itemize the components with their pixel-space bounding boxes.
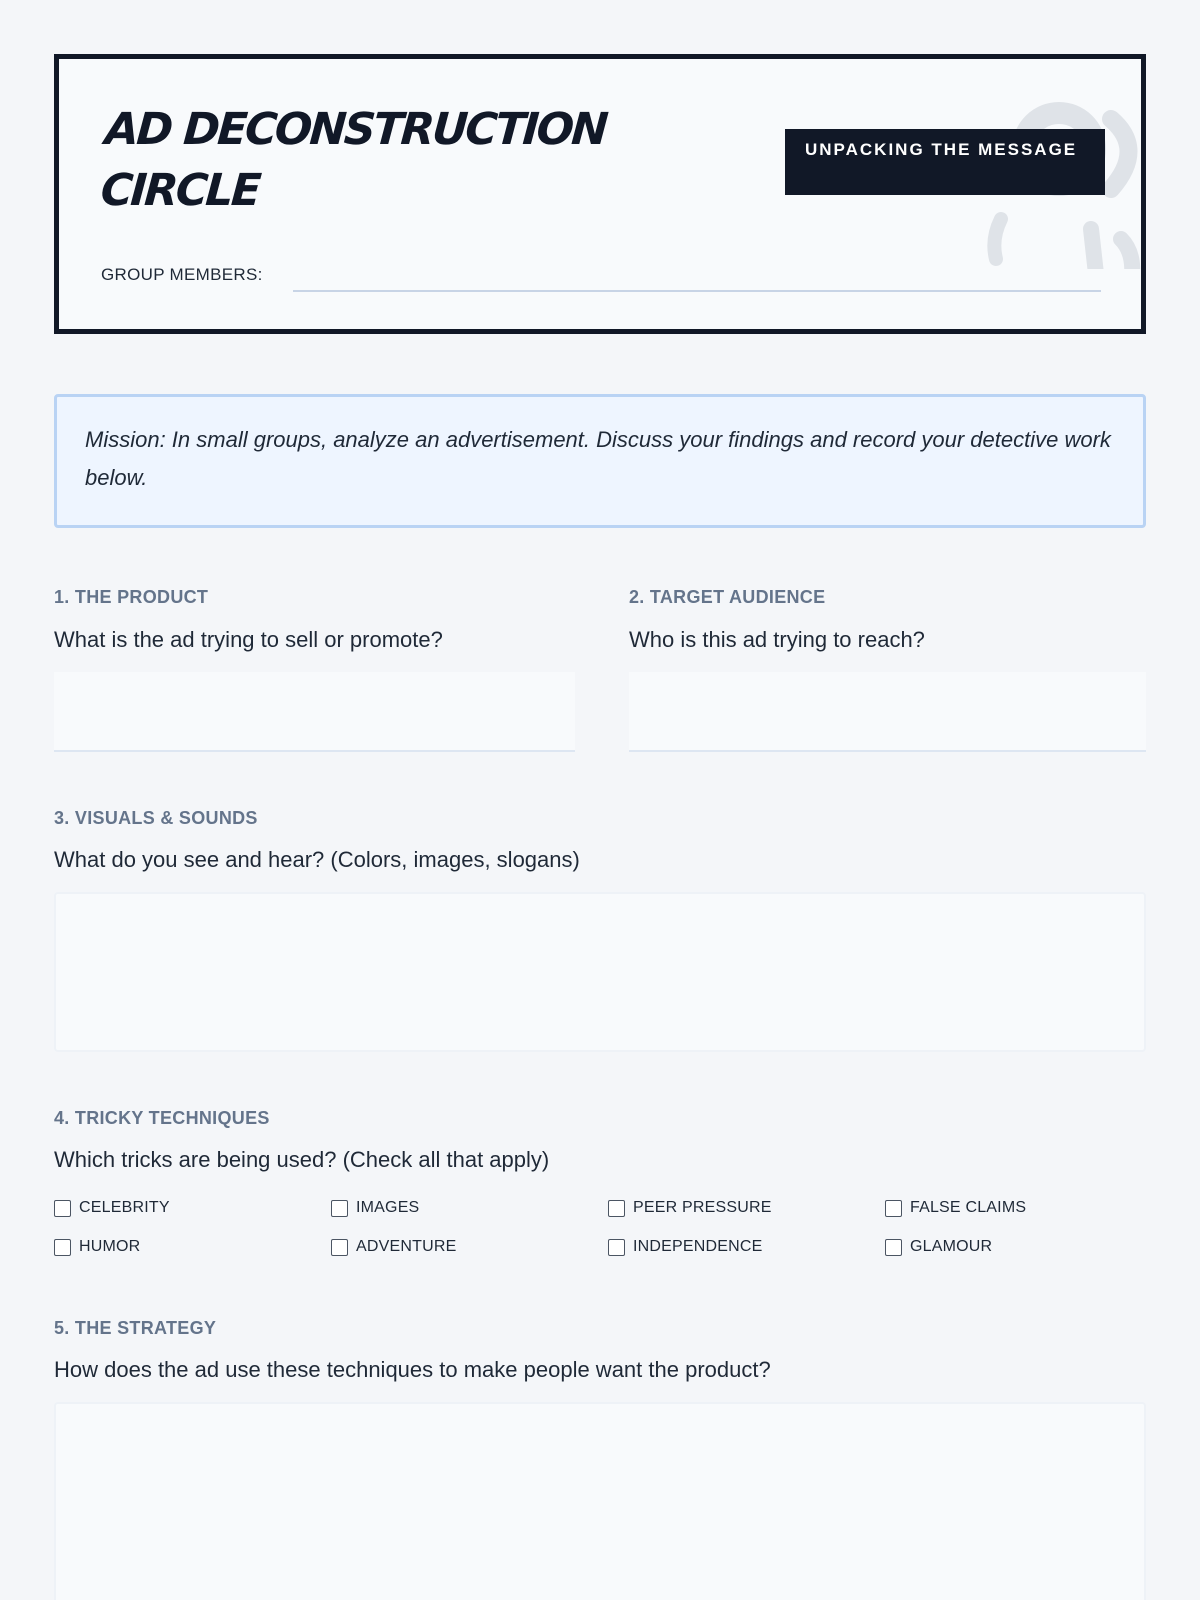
checkbox[interactable] (54, 1200, 71, 1217)
technique-option-label: ADVENTURE (356, 1238, 457, 1255)
checkbox[interactable] (331, 1239, 348, 1256)
section-visuals-question: What do you see and hear? (Colors, images, slogans) (54, 847, 580, 872)
technique-option-humor[interactable] (54, 1238, 140, 1256)
technique-option-glamour[interactable] (885, 1238, 992, 1256)
technique-option-adventure[interactable] (331, 1238, 456, 1256)
section-audience-label: 2. TARGET AUDIENCE (629, 587, 826, 607)
title-line-1: AD DECONSTRUCTION (103, 104, 608, 155)
section-techniques-question: Which tricks are being used? (Check all that apply) (54, 1147, 550, 1172)
technique-option-label: CELEBRITY (79, 1199, 170, 1216)
technique-option-peer-pressure[interactable] (608, 1199, 772, 1217)
group-members-label: GROUP MEMBERS: (101, 265, 263, 284)
technique-option-label: PEER PRESSURE (633, 1199, 772, 1216)
section-strategy-label: 5. THE STRATEGY (54, 1318, 217, 1338)
section-techniques-label: 4. TRICKY TECHNIQUES (54, 1108, 270, 1128)
technique-option-label: FALSE CLAIMS (910, 1199, 1027, 1216)
technique-option-label: HUMOR (79, 1238, 141, 1255)
section-product-question: What is the ad trying to sell or promote? (54, 627, 443, 652)
group-members-input[interactable] (293, 290, 1101, 292)
section-visuals-label: 3. VISUALS & SOUNDS (54, 808, 258, 828)
subtitle-tag: UNPACKING THE MESSAGE (785, 129, 1105, 195)
title-line-2: CIRCLE (99, 165, 261, 216)
technique-option-images[interactable] (331, 1199, 419, 1217)
page-title (99, 99, 728, 221)
technique-option-celebrity[interactable] (54, 1199, 170, 1217)
section-audience-question: Who is this ad trying to reach? (629, 627, 925, 652)
checkbox[interactable] (608, 1200, 625, 1217)
checkbox[interactable] (331, 1200, 348, 1217)
technique-option-label: INDEPENDENCE (633, 1238, 763, 1255)
checkbox[interactable] (885, 1239, 902, 1256)
technique-option-false-claims[interactable] (885, 1199, 1026, 1217)
technique-option-label: GLAMOUR (910, 1238, 993, 1255)
technique-option-label: IMAGES (356, 1199, 420, 1216)
section-product-label: 1. THE PRODUCT (54, 587, 209, 607)
strategy-answer-field[interactable] (54, 1402, 1146, 1600)
section-strategy-question: How does the ad use these techniques to make people want the product? (54, 1357, 771, 1382)
mission-box: Mission: In small groups, analyze an advertisement. Discuss your findings and record your detective work below. (54, 394, 1146, 528)
product-answer-field[interactable] (54, 672, 575, 752)
checkbox[interactable] (54, 1239, 71, 1256)
technique-option-independence[interactable] (608, 1238, 763, 1256)
checkbox[interactable] (885, 1200, 902, 1217)
checkbox[interactable] (608, 1239, 625, 1256)
header-box (54, 54, 1146, 334)
visuals-answer-field[interactable] (54, 892, 1146, 1052)
audience-answer-field[interactable] (629, 672, 1146, 752)
